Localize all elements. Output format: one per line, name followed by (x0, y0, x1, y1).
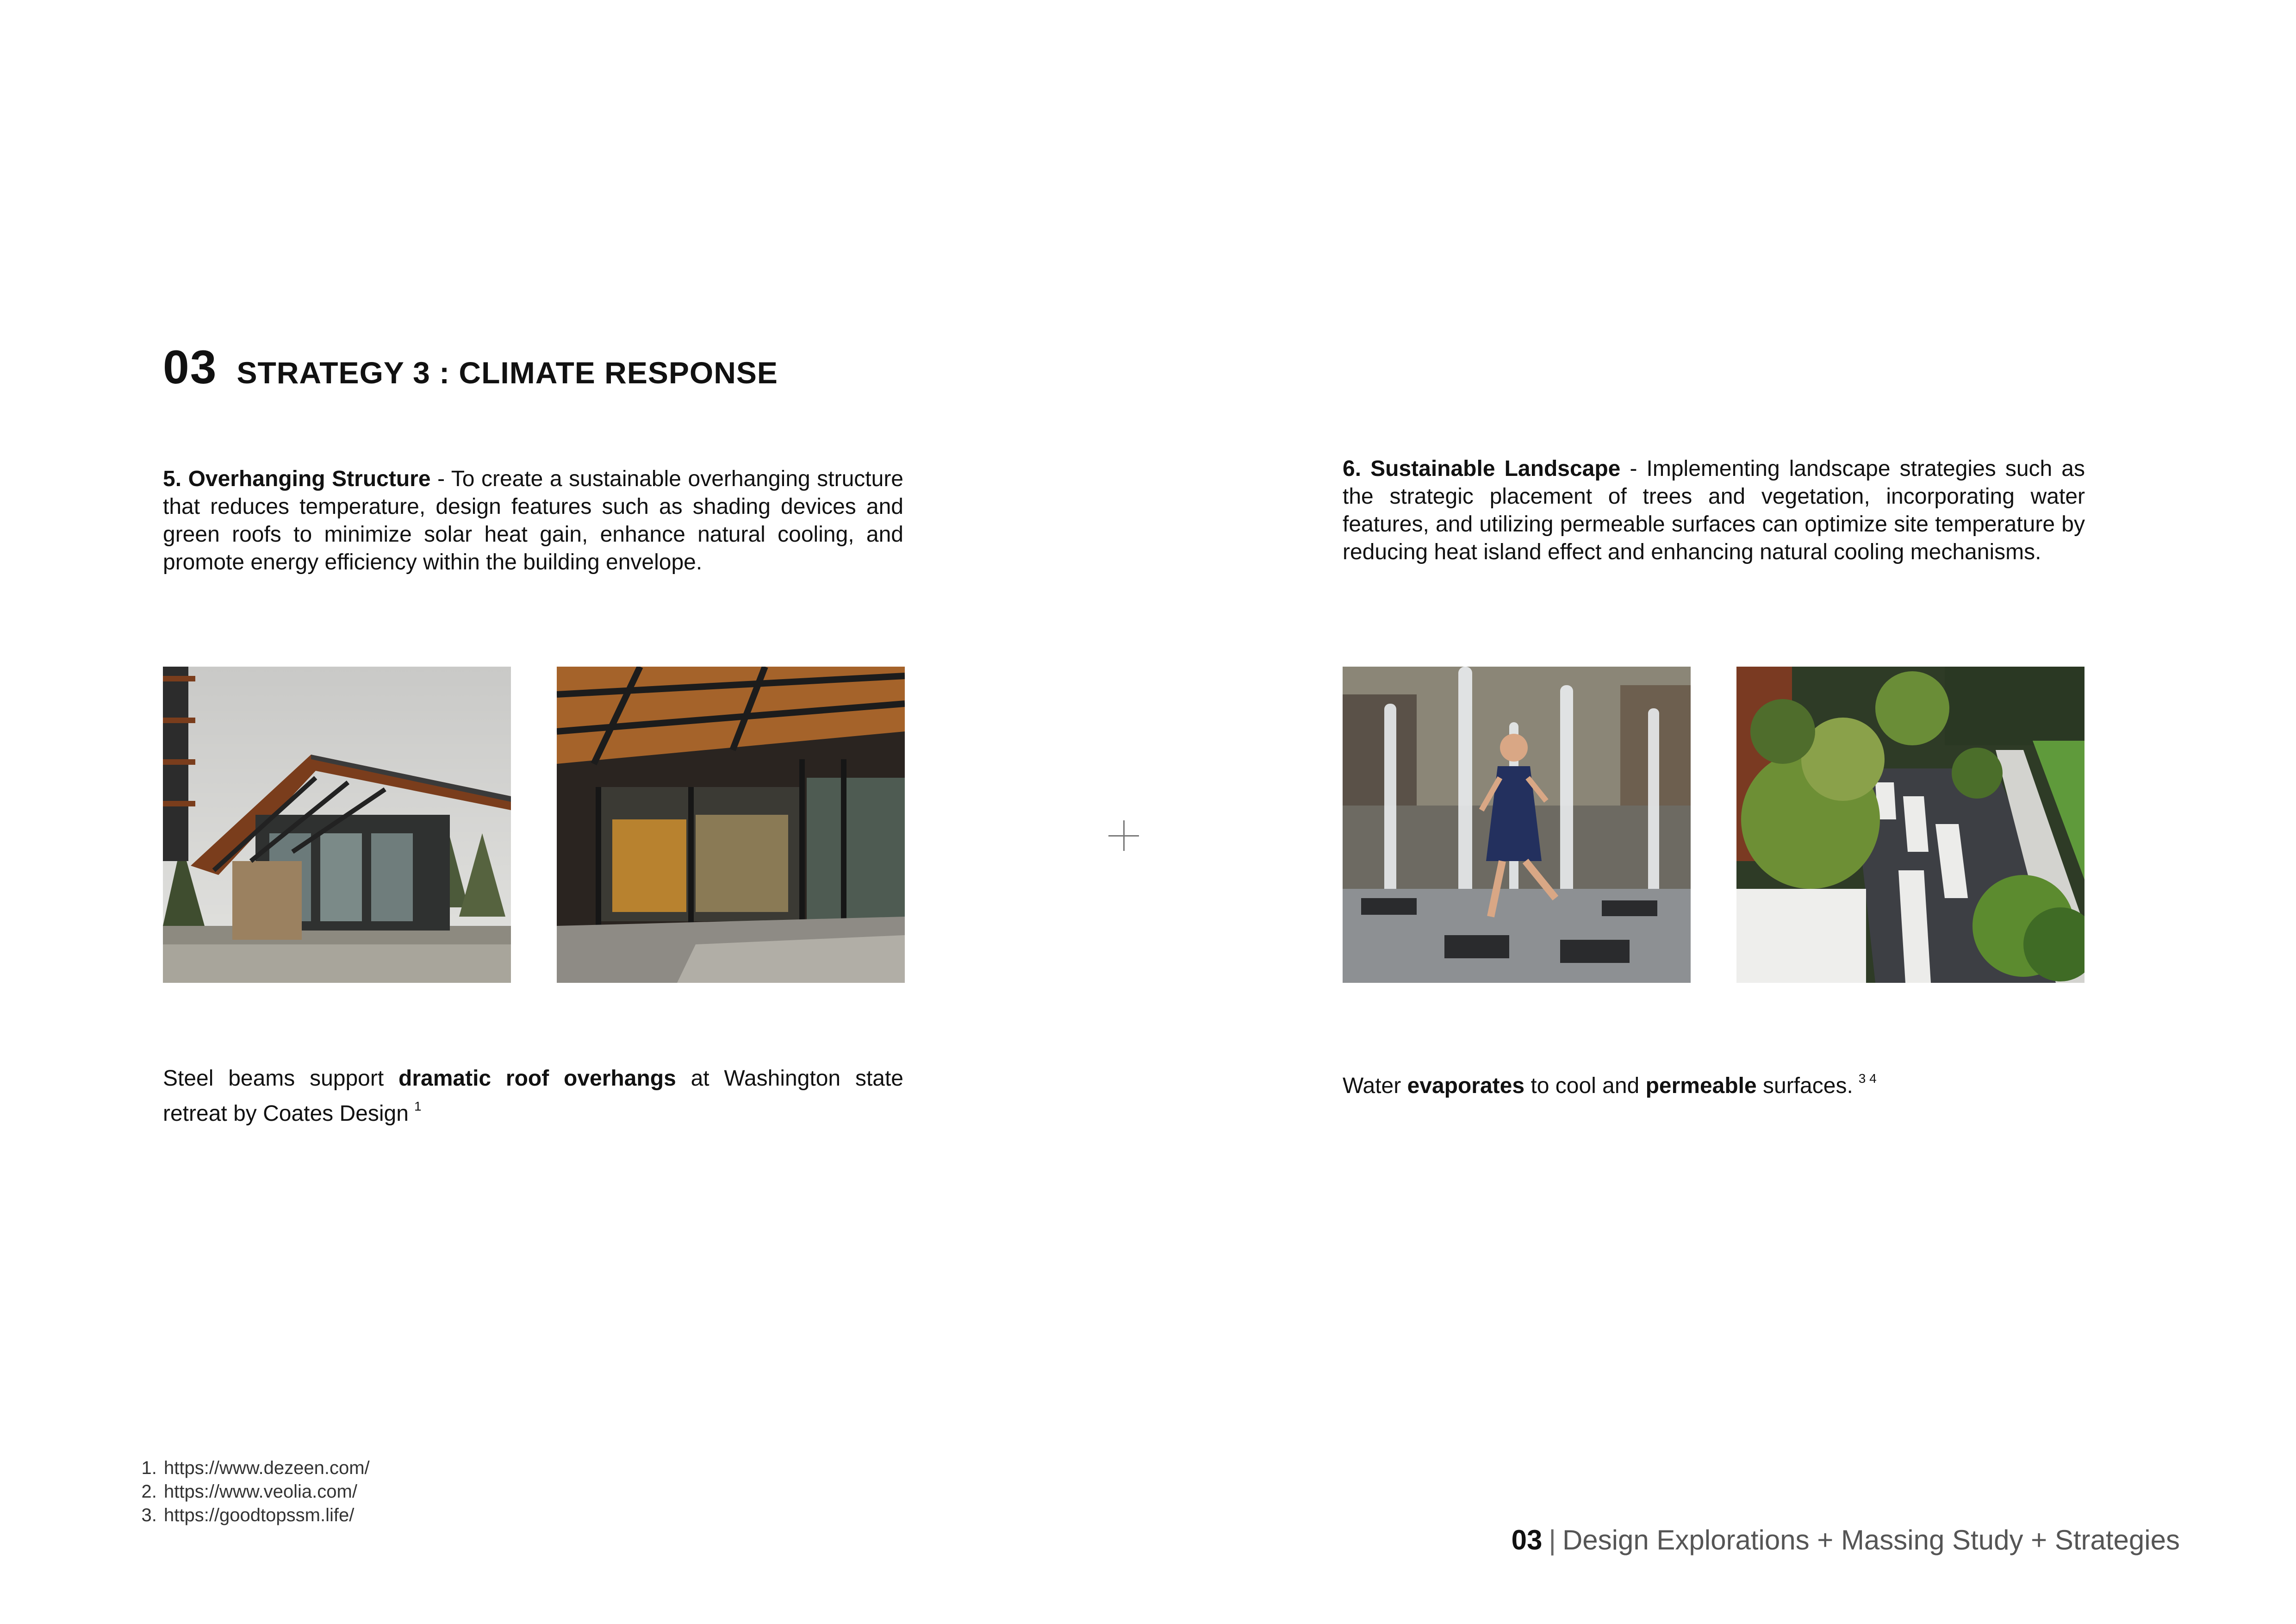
overhanging-structure-paragraph (163, 465, 903, 576)
footnote-item: 1. https://www.dezeen.com/ (162, 1456, 370, 1480)
footer-text: Design Explorations + Massing Study + Strategies (1562, 1524, 2180, 1555)
landscape-caption-ref: 3 4 (1858, 1071, 1877, 1086)
landscape-caption-post: surfaces. (1756, 1074, 1853, 1098)
footer-separator: | (1549, 1524, 1556, 1555)
overhang-caption (163, 1065, 903, 1128)
sustainable-landscape-paragraph (1343, 455, 2085, 566)
footnotes-list (138, 1456, 370, 1527)
overhang-caption-ref: 1 (414, 1099, 422, 1113)
section-title: STRATEGY 3 : CLIMATE RESPONSE (236, 356, 778, 390)
section-number: 03 (163, 341, 218, 394)
roof-overhang-interior-photo (557, 667, 905, 983)
overhang-caption-bold: dramatic roof overhangs (398, 1066, 676, 1091)
page-footer (1512, 1524, 2180, 1556)
overhanging-structure-title: 5. Overhanging Structure (163, 467, 431, 491)
water-fountain-photo (1343, 667, 1691, 983)
plus-divider-icon (1108, 820, 1139, 851)
footnote-item: 3. https://goodtopssm.life/ (162, 1504, 370, 1527)
overhang-caption-post: at Washington state retreat by Coates Design (163, 1066, 904, 1126)
landscape-caption-bold-1: evaporates (1407, 1074, 1525, 1098)
landscape-caption-bold-2: permeable (1645, 1074, 1757, 1098)
permeable-landscape-photo (1736, 667, 2084, 983)
overhang-caption-pre: Steel beams support (163, 1066, 399, 1091)
landscape-caption-pre: Water (1343, 1074, 1407, 1098)
landscape-caption (1343, 1065, 2085, 1100)
footnote-item: 2. https://www.veolia.com/ (162, 1480, 370, 1504)
page-heading (163, 340, 778, 394)
roof-overhang-exterior-photo (163, 667, 511, 983)
footer-number: 03 (1511, 1524, 1543, 1555)
sustainable-landscape-title: 6. Sustainable Landscape (1343, 456, 1621, 481)
sustainable-landscape-text: - Implementing landscape strategies such as the strategic placement of trees and vegetation, incorporating water features, and utilizing permeable surfaces can optimize site temperature by reducing heat island effect and enhancing natural cooling mechanisms. (1343, 456, 2085, 564)
landscape-caption-mid: to cool and (1524, 1074, 1646, 1098)
overhanging-structure-text: - To create a sustainable overhanging structure that reduces temperature, design features such as shading devices and green roofs to minimize solar heat gain, enhance natural cooling, and promote energy efficiency within the building envelope. (163, 467, 903, 575)
